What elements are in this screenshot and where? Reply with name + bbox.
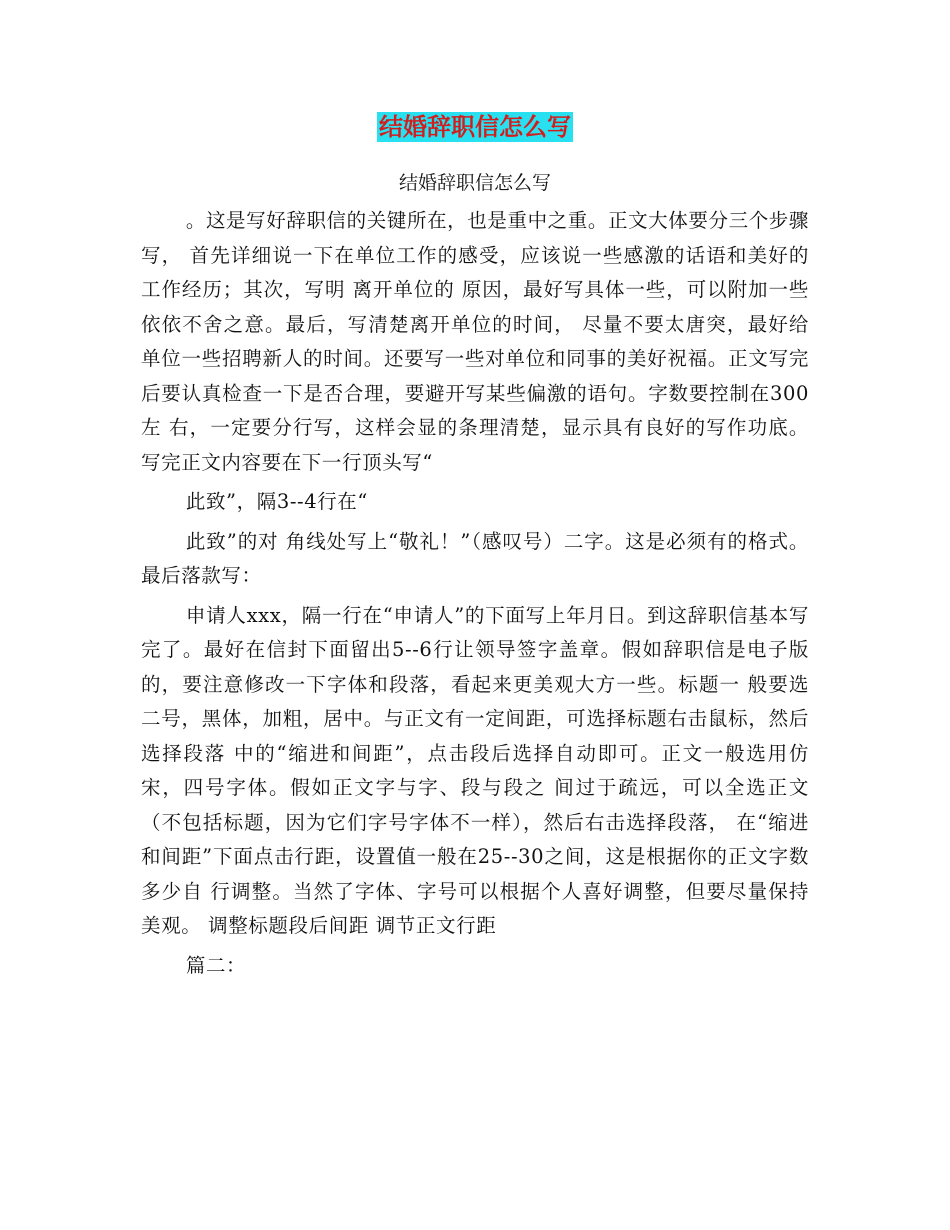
document-title: 结婚辞职信怎么写 xyxy=(379,113,571,141)
paragraph-4: 申请人xxx，隔一行在“申请人”的下面写上年月日。到这辞职信基本写 完了。最好在信封下面留出5--6行让领导签字盖章。假如辞职信是电子版的，要注意修改一下字体和段落，看起来更美观大方一些。标题一 般要选二号，黑体，加粗，居中。与正文有一定间距，可选择标题右击鼠标，然后选择段落 中的“缩进和间距”，点击段后选择自动即可。正文一般选用仿宋，四号字体。假如正文字与字、段与段之 间过于疏远，可以全选正文（不包括标题，因为它们字号字体不一样），然后右击选择段落， 在“缩进和间距”下面点击行距，设置值一般在25--30之间，这是根据你的正文字数多少自 行调整。当然了字体、字号可以根据个人喜好调整，但要尽量保持美观。 调整标题段后间距 调节正文行距 xyxy=(141,603,809,937)
document-body xyxy=(141,204,809,983)
paragraph-1: 。这是写好辞职信的关键所在，也是重中之重。正文大体要分三个步骤写， 首先详细说一下在单位工作的感受，应该说一些感激的话语和美好的工作经历；其次，写明 离开单位的 原因，最好写具体一些，可以附加一些依依不舍之意。最后，写清楚离开单位的时间， 尽量不要太唐突，最好给单位一些招聘新人的时间。还要写一些对单位和同事的美好祝福。正文写完后要认真检查一下是否合理，要避开写某些偏激的语句。字数要控制在300左 右，一定要分行写，这样会显的条理清楚，显示具有良好的写作功底。写完正文内容要在下一行顶头写“ xyxy=(141,209,809,474)
paragraph-3: 此致”的对 角线处写上“敬礼！”（感叹号）二字。这是必须有的格式。 最后落款写： xyxy=(141,529,809,587)
document-subtitle: 结婚辞职信怎么写 xyxy=(398,172,551,194)
paragraph-2: 此致”，隔3--4行在“ xyxy=(185,490,368,513)
title-area xyxy=(0,112,950,142)
paragraph-5: 篇二： xyxy=(185,953,247,977)
